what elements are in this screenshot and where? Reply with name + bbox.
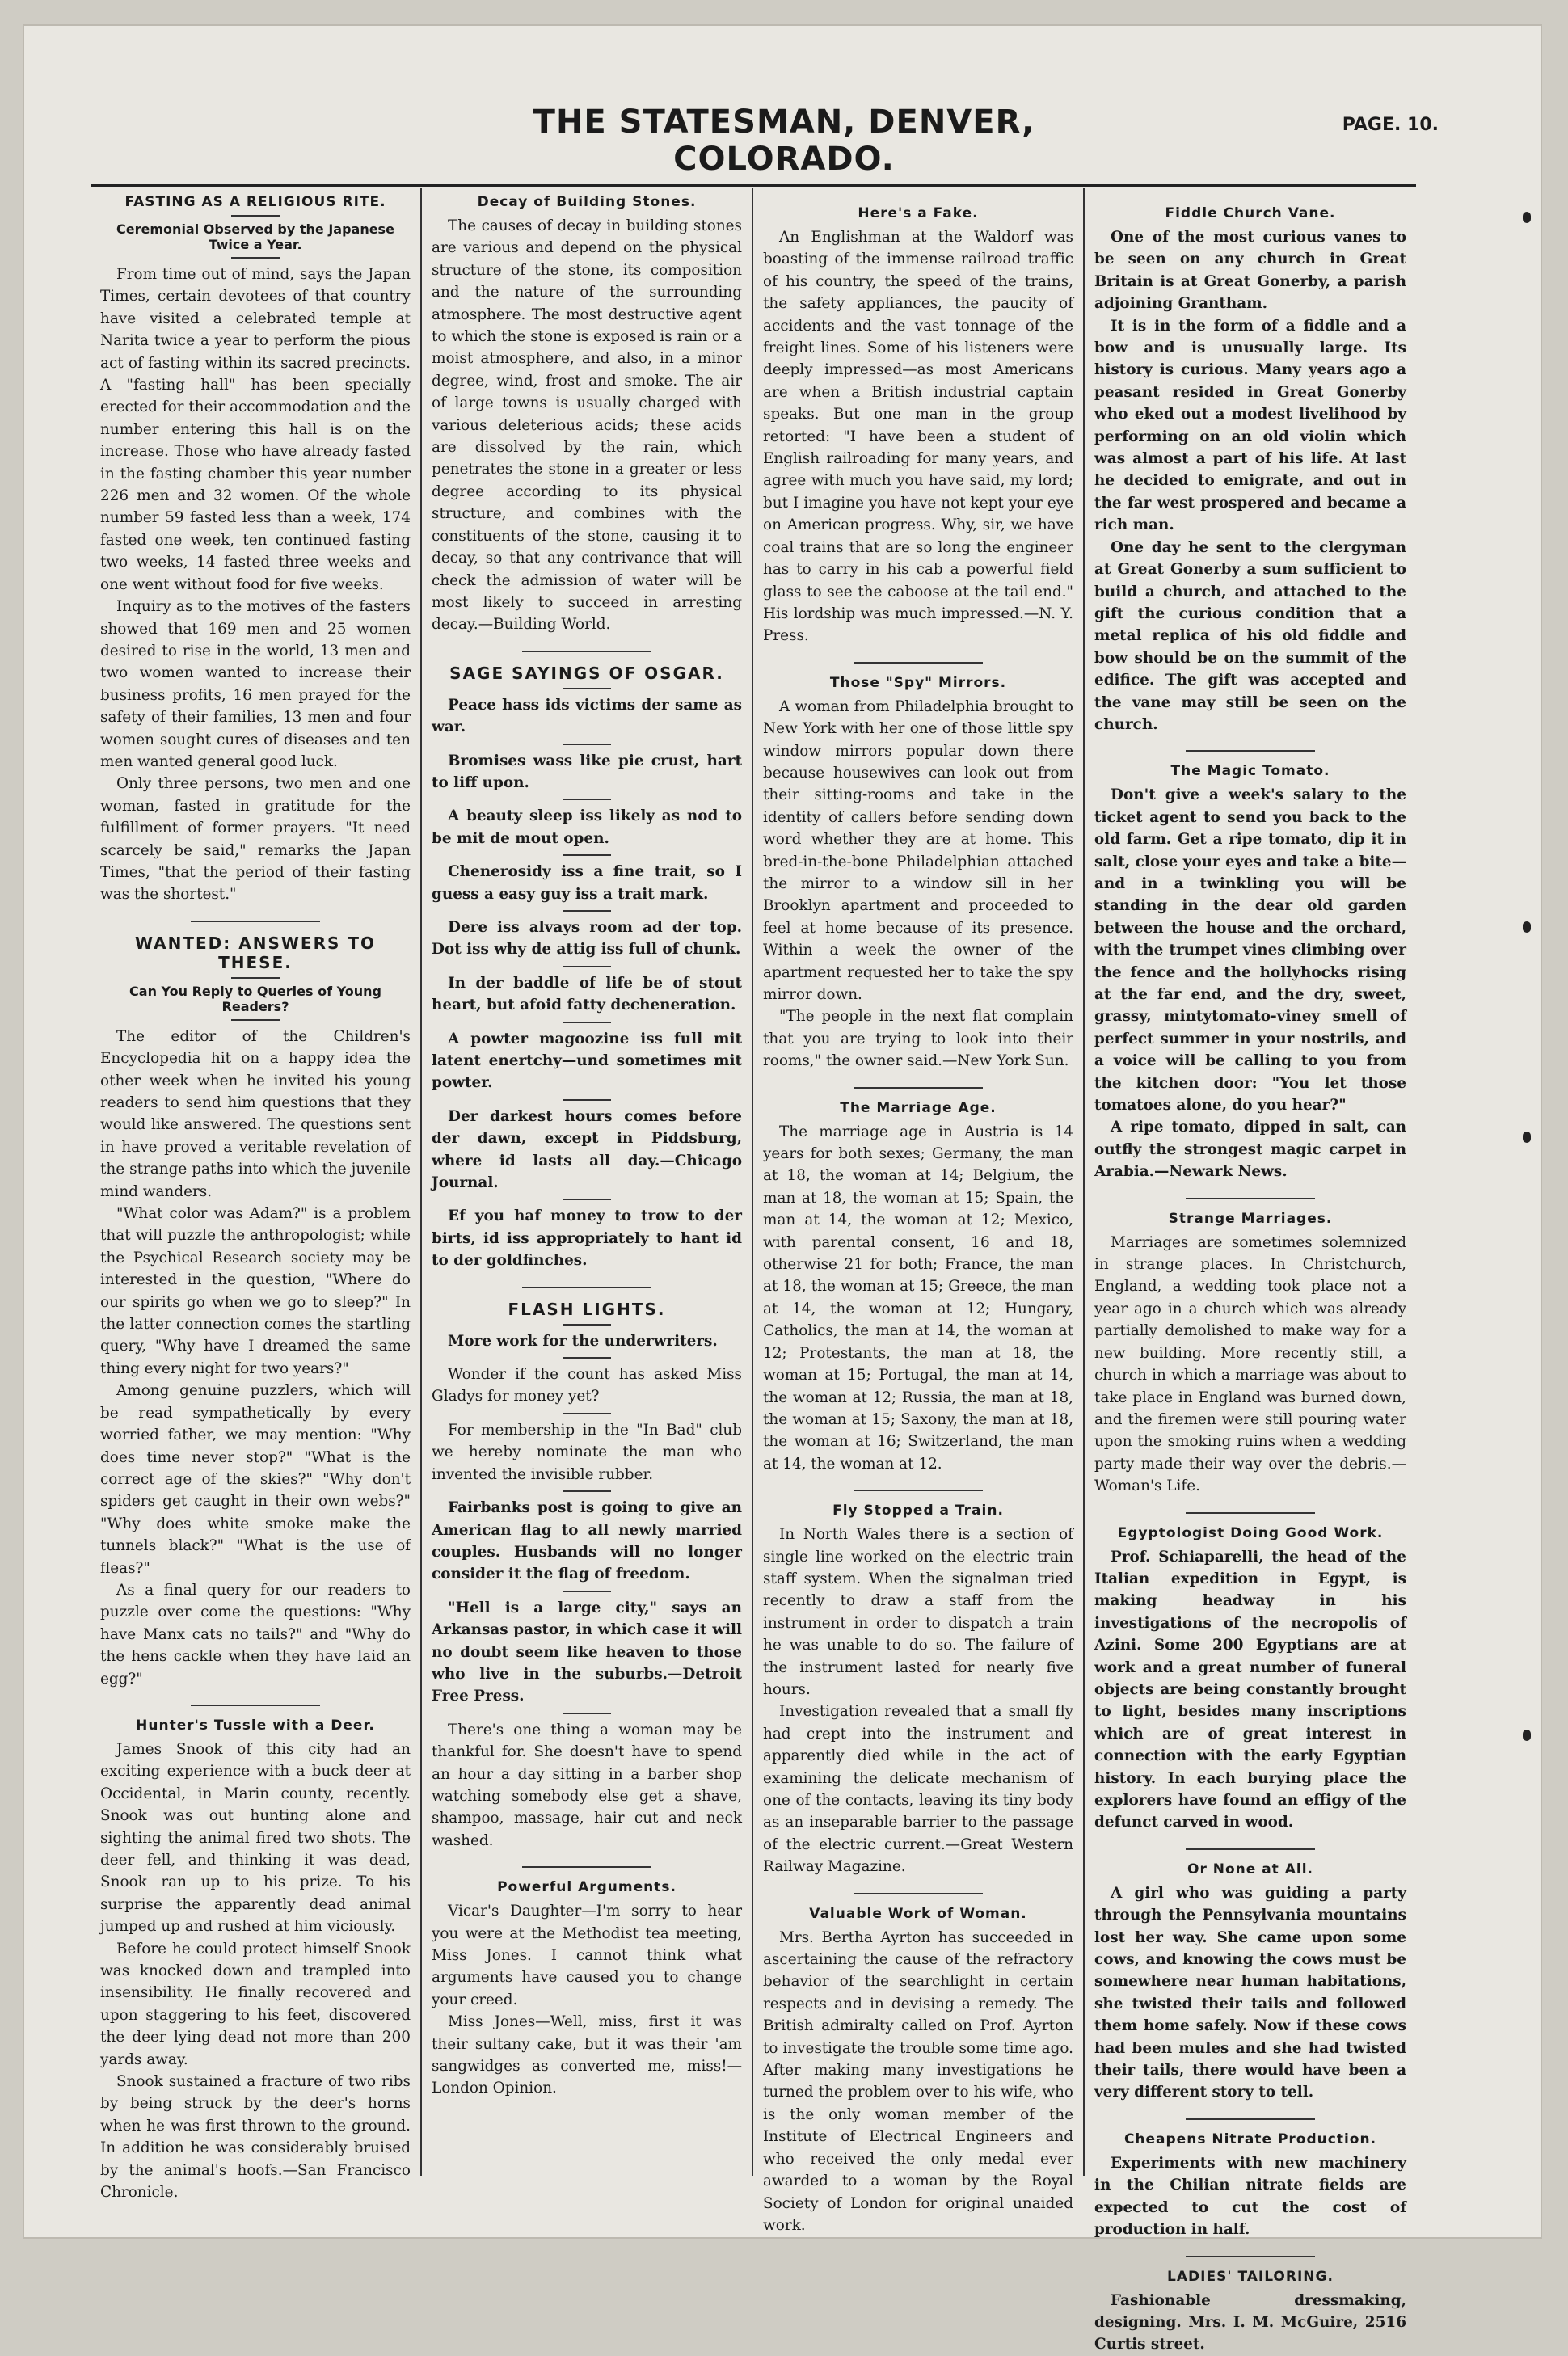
saying: Der darkest hours comes before der dawn, except in Piddsburg, where id lasts all day.—Chicago Journal.	[432, 1107, 742, 1192]
headline: Here's a Fake.	[858, 205, 979, 221]
headline: Or None at All.	[1187, 1861, 1313, 1878]
newspaper-title: THE STATESMAN, DENVER, COLORADO.	[533, 103, 1035, 178]
article-powerful-arguments	[432, 1879, 742, 2100]
paragraph: Among genuine puzzlers, which will be read sympathetically by every worried father, we may mention: "Why does time never stop?" "What is the correct age of the skies?" "Why don't spiders get caught in their own webs?" "Why does white smoke make the tunnels black?" "What is the use of fleas?"	[100, 1382, 411, 1577]
article-magic-tomato	[1094, 763, 1406, 1182]
article-valuable-work	[763, 1906, 1073, 2237]
divider	[231, 1019, 280, 1021]
paragraph: A girl who was guiding a party through the Pennsylvania mountains lost her way. She came upon some cows, and knowing the cows must be somewhere near human habitations, she twisted their tails and followed them home safely. Now if these cows had been mules and she had twisted their tails, there would have been a very different story to tell.	[1094, 1884, 1406, 2101]
separator	[1186, 2256, 1315, 2257]
saying: Peace hass ids victims der same as war.	[432, 696, 742, 736]
margin-mark	[1523, 1132, 1531, 1143]
article-fasting	[100, 194, 411, 906]
separator	[191, 1705, 320, 1706]
paragraph: It is in the form of a fiddle and a bow and is unusually large. Its history is curious. Many years ago a peasant resided in Great Gonerby who eked out a modest livelihood by performing on an old violin which was almost a part of his life. At last he decided to emigrate, and out in the far west prospered and became a rich man.	[1094, 317, 1406, 534]
paragraph: Experiments with new machinery in the Chilian nitrate fields are expected to cut the cost of production in half.	[1094, 2154, 1406, 2239]
divider	[563, 1413, 611, 1414]
headline: Hunter's Tussle with a Deer.	[136, 1717, 375, 1734]
divider	[563, 1713, 611, 1714]
margin-mark	[1523, 1730, 1531, 1741]
paragraph: Vicar's Daughter—I'm sorry to hear you were at the Methodist tea meeting, Miss Jones. I cannot think what arguments have caused you to change your creed.	[432, 1903, 742, 2008]
divider	[563, 1022, 611, 1023]
article-hunter	[100, 1717, 411, 2204]
paragraph: Snook sustained a fracture of two ribs by being struck by the deer's horns when he was first thrown to the ground. In addition he was considerably bruised by the animal's hoofs.—San Francisco Chronicle.	[100, 2073, 411, 2202]
headline: The Marriage Age.	[840, 1099, 997, 1116]
paragraph: The causes of decay in building stones are various and depend on the physical structure of the stone, its composition and the nature of the surrounding atmosphere. The most destructive agent to which the stone is exposed is rain or a moist atmosphere, and also, in a minor degree, wind, frost and smoke. The air of large towns is usually charged with various deleterious acids; these acids are dissolved by the rain, which penetrates the stone in a greater or less degree according to its physical structure, and combines with the constituents of the stone, causing it to decay, so that any contrivance that will check the admission of water will be most likely to succeed in arresting decay.—Building World.	[432, 217, 742, 634]
headline: Powerful Arguments.	[497, 1879, 677, 1896]
flash-item: For membership in the "In Bad" club we hereby nominate the man who invented the invisible rubber.	[432, 1421, 742, 1483]
paragraph: Inquiry as to the motives of the fasters showed that 169 men and 25 women desired to rise in the world, 13 men and two women wanted to increase their business profits, 16 men prayed for the safety of their families, 13 men and four women sought cures of diseases and ten men wanted general good luck.	[100, 598, 411, 770]
article-spy-mirrors	[763, 675, 1073, 1073]
separator	[191, 921, 320, 922]
headline: Decay of Building Stones.	[477, 194, 697, 210]
paragraph: In North Wales there is a section of single line worked on the electric train staff system. When the signalman tried recently to draw a staff from the instrument in order to dispatch a train he was unable to do so. The failure of the instrument lasted for nearly five hours.	[763, 1526, 1073, 1698]
article-decay	[432, 194, 742, 636]
paragraph: Mrs. Bertha Ayrton has succeeded in ascertaining the cause of the refractory behavior of the searchlight in certain respects and in devising a remedy. The British admiralty called on Prof. Ayrton to investigate the trouble some time ago. After making many investigations he turned the problem over to his wife, who is the only woman member of the Institute of Electrical Engineers and who received the only medal ever awarded to a woman by the Royal Society of London for original unaided work.	[763, 1928, 1073, 2234]
flash-item: There's one thing a woman may be thankful for. She doesn't have to spend an hour a day sitting in a barber shop watching somebody else get a shave, shampoo, massage, hair cut and neck washed.	[432, 1721, 742, 1849]
paragraph: Prof. Schiaparelli, the head of the Italian expedition in Egypt, is making headway in his investigations of the necropolis of Azini. Some 200 Egyptians are at work and a great number of funeral objects are being constantly brought to light, besides many inscriptions which are of great interest in connection with the early Egyptian history. In each burying place the explorers have found an effigy of the defunct carved in wood.	[1094, 1548, 1406, 1831]
divider	[563, 1591, 611, 1592]
divider	[563, 966, 611, 967]
headline: LADIES' TAILORING.	[1167, 2268, 1334, 2285]
saying: A powter magoozine iss full mit latent enertchy—und sometimes mit powter.	[432, 1030, 742, 1092]
headline: Strange Marriages.	[1168, 1210, 1333, 1227]
saying: Chenerosidy iss a fine trait, so I guess a easy guy iss a trait mark.	[432, 863, 742, 903]
divider	[231, 257, 280, 259]
article-strange-marriages	[1094, 1211, 1406, 1498]
column-4	[1085, 188, 1416, 2354]
saying: Bromises wass like pie crust, hart to liff upon.	[432, 752, 742, 791]
paragraph: An Englishman at the Waldorf was boasting of the immense railroad traffic of his country, the speed of the trains, the safety appliances, the paucity of accidents and the vast tonnage of the freight lines. Some of his listeners were deeply impressed—as most Americans are when a British industrial captain speaks. But one man in the group retorted: "I have been a student of English railroading for many years, and agree with much you have said, my lord; but I imagine you have not kept your eye on American progress. Why, sir, we have coal trains that are so long the engineer has to carry in his cab a powerful field glass to see the caboose at the tail end." His lordship was much impressed.—N. Y. Press.	[763, 229, 1073, 645]
separator	[1186, 1198, 1315, 1199]
advert-tailoring	[1094, 2269, 1406, 2356]
article-fiddle-vane	[1094, 205, 1406, 735]
headline: Fly Stopped a Train.	[832, 1503, 1004, 1519]
separator	[854, 1087, 983, 1089]
flash-item: More work for the underwriters.	[448, 1332, 718, 1350]
subhead: Ceremonial Observed by the Japanese Twice a Year.	[116, 221, 394, 252]
separator	[522, 1866, 651, 1868]
paragraph: Fashionable dressmaking, designing. Mrs. I. M. McGuire, 2516 Curtis street.	[1094, 2291, 1406, 2354]
margin-mark	[1523, 212, 1531, 223]
divider	[563, 1199, 611, 1200]
headline: FLASH LIGHTS.	[508, 1299, 666, 1319]
divider	[231, 215, 280, 217]
divider	[563, 854, 611, 856]
paragraph: Marriages are sometimes solemnized in strange places. In Christchurch, England, a wedding took place not a year ago in a church which was already partially demolished to make way for a new building. More recently still, a church in which a marriage was about to take place in England was burned down, and the firemen were still pouring water upon the smoking ruins when a wedding party made their way over the debris.—Woman's Life.	[1094, 1233, 1406, 1495]
subhead: Can You Reply to Queries of Young Readers?	[129, 983, 381, 1014]
paragraph: "The people in the next flat complain that you are trying to look into their rooms," the owner said.—New York Sun.	[763, 1008, 1073, 1070]
column-2	[422, 188, 753, 2176]
article-nitrate	[1094, 2131, 1406, 2241]
divider	[231, 977, 280, 979]
paragraph: As a final query for our readers to puzzle over come the questions: "Why have Manx cats no tails?" and "Why do the hens cackle when they have laid an egg?"	[100, 1581, 411, 1688]
article-fly-train	[763, 1503, 1073, 1878]
paragraph: "What color was Adam?" is a problem that will puzzle the anthropologist; while the Psychical Research society may be interested in the question, "Where do our spirits go when we go to sleep?" In the latter connection comes the startling query, "Why have I dreamed the same thing every night for two years?"	[100, 1205, 411, 1377]
paragraph: One of the most curious vanes to be seen on any church in Great Britain is at Great Gonerby, a parish adjoining Grantham.	[1094, 229, 1406, 313]
paragraph: Before he could protect himself Snook was knocked down and trampled into insensibility. He finally recovered and upon staggering to his feet, discovered the deer lying dead not more than 200 yards away.	[100, 1940, 411, 2068]
paragraph: The editor of the Children's Encyclopedia hit on a happy idea the other week when he invited his young readers to send him questions that they would like answered. The questions sent in have proved a veritable revelation of the strange paths into which the juvenile mind wanders.	[100, 1027, 411, 1200]
article-none-at-all	[1094, 1861, 1406, 2104]
headline: Those "Spy" Mirrors.	[829, 674, 1007, 691]
saying: Ef you haf money to trow to der birts, id iss appropriately to hant id to der goldfinches.	[432, 1208, 742, 1270]
separator	[854, 1490, 983, 1491]
headline: The Magic Tomato.	[1170, 763, 1330, 780]
paragraph: Don't give a week's salary to the ticket agent to send you back to the old farm. Get a ripe tomato, dip it in salt, close your eyes and take a bite—and in a twinkling you will be standing in the dear old garden between the house and the orchard, with the trumpet vines climbing over the fence and the hollyhocks rising at the far end, and the dry, sweet, grassy, mintytomato-viney smell of perfect summer in your nostrils, and a voice will be calling to you from the kitchen door: "You let those tomatoes alone, do you hear?"	[1094, 786, 1406, 1115]
headline: SAGE SAYINGS OF OSGAR.	[449, 663, 724, 683]
paragraph: Only three persons, two men and one woman, fasted in gratitude for the fulfillment of former prayers. "It need scarcely be said," remarks the Japan Times, "that the period of their fasting was the shortest."	[100, 775, 411, 904]
saying: Dere iss alvays room ad der top. Dot iss why de attig iss full of chunk.	[432, 918, 742, 959]
divider	[563, 744, 611, 745]
separator	[1186, 1848, 1315, 1850]
divider	[563, 1324, 611, 1326]
separator	[854, 662, 983, 664]
divider	[563, 1490, 611, 1492]
headline: FASTING AS A RELIGIOUS RITE.	[124, 194, 386, 210]
article-fake	[763, 205, 1073, 647]
paragraph: The marriage age in Austria is 14 years for both sexes; Germany, the man at 18, the woman at 14; Belgium, the man at 18, the woman at 15; Spain, the man at 14, the woman at 12; Mexico, with parental consent, 16 and 18, otherwise 21 for both; France, the man at 18, the woman at 15; Greece, the man at 14, the woman at 12; Hungary, Catholics, the man at 14, the woman at 12; Protestants, the man at 18, the woman at 15; Portugal, the man at 14, the woman at 12; Russia, the man at 18, the woman at 15; Saxony, the man at 18, the woman at 16; Switzerland, the man at 14, the woman at 12.	[763, 1123, 1073, 1473]
column-1	[91, 188, 422, 2202]
paragraph: James Snook of this city had an exciting experience with a buck deer at Occidental, in Marin county, recently. Snook was out hunting alone and sighting the animal fired two shots. The deer fell, and thinking it was dead, Snook ran up to his prize. To his surprise the apparently dead animal jumped up and rushed at him viciously.	[100, 1740, 411, 1936]
paragraph: A ripe tomato, dipped in salt, can outfly the strongest magic carpet in Arabia.—Newark News.	[1094, 1119, 1406, 1181]
headline: Egyptologist Doing Good Work.	[1117, 1524, 1384, 1541]
saying: In der baddle of life be of stout heart, but afoid fatty decheneration.	[432, 974, 742, 1014]
flash-item: Wonder if the count has asked Miss Gladys for money yet?	[432, 1366, 742, 1406]
separator	[522, 651, 651, 652]
article-marriage-age	[763, 1100, 1073, 1476]
separator	[1186, 1512, 1315, 1514]
page-number: PAGE. 10.	[1342, 115, 1439, 135]
paragraph: Miss Jones—Well, miss, first it was their sultany cake, but it was their 'am sangwidges as converted me, miss!—London Opinion.	[432, 2013, 742, 2097]
article-flash-lights	[432, 1300, 742, 1852]
headline: Fiddle Church Vane.	[1165, 205, 1336, 221]
paragraph: From time out of mind, says the Japan Times, certain devotees of that country have visited a celebrated temple at Narita twice a year to perform the pious act of fasting within its sacred precincts. A "fasting hall" has been specially erected for their accommodation and the number entering this hall is on the increase. Those who have already fasted in the fasting chamber this year number 226 men and 32 women. Of the whole number 59 fasted less than a week, 174 fasted one week, ten continued fasting two weeks, 14 fasted three weeks and one went without food for five weeks.	[100, 266, 411, 593]
saying: A beauty sleep iss likely as nod to be mit de mout open.	[432, 807, 742, 847]
paragraph: Investigation revealed that a small fly had crept into the instrument and apparently died while in the act of examining the delicate mechanism of one of the contacts, leaving its tiny body as an inseparable barrier to the passage of the electric current.—Great Western Railway Magazine.	[763, 1703, 1073, 1876]
separator	[854, 1893, 983, 1894]
header-rule	[91, 184, 1416, 187]
article-wanted	[100, 934, 411, 1690]
separator	[522, 1287, 651, 1288]
article-columns	[91, 188, 1416, 2354]
paragraph: One day he sent to the clergyman at Great Gonerby a sum sufficient to build a church, and attached to the gift the curious condition that a metal replica of his old fiddle and bow should be on the summit of the edifice. The gift was accepted and the vane may still be seen on the church.	[1094, 538, 1406, 733]
margin-mark	[1523, 921, 1531, 933]
separator	[1186, 750, 1315, 752]
headline: WANTED: ANSWERS TO THESE.	[134, 933, 376, 972]
flash-item: "Hell is a large city," says an Arkansas pastor, in which case it will no doubt seem like heaven to those who live in the suburbs.—Detroit Free Press.	[432, 1599, 742, 1705]
separator	[1186, 2118, 1315, 2120]
paragraph: A woman from Philadelphia brought to New York with her one of those little spy window mirrors popular down there because housewives can look out from their sitting-rooms and take in the identity of callers before sending down word whether they are at home. This bred-in-the-bone Philadelphian attached the mirror to a window sill in her Brooklyn apartment and proceeded to feel at home because of its presence. Within a week the owner of the apartment requested her to take the spy mirror down.	[763, 698, 1073, 1003]
column-3	[753, 188, 1085, 2234]
divider	[563, 1099, 611, 1101]
flash-item: Fairbanks post is going to give an American flag to all newly married couples. Husbands will no longer consider it the flag of freedom.	[432, 1499, 742, 1583]
headline: Valuable Work of Woman.	[809, 1905, 1027, 1922]
headline: Cheapens Nitrate Production.	[1123, 2131, 1377, 2147]
divider	[563, 910, 611, 912]
masthead	[81, 103, 1439, 178]
divider	[563, 799, 611, 800]
article-egyptologist	[1094, 1525, 1406, 1834]
divider	[563, 1357, 611, 1359]
divider	[563, 688, 611, 689]
article-sage-sayings	[432, 664, 742, 1272]
